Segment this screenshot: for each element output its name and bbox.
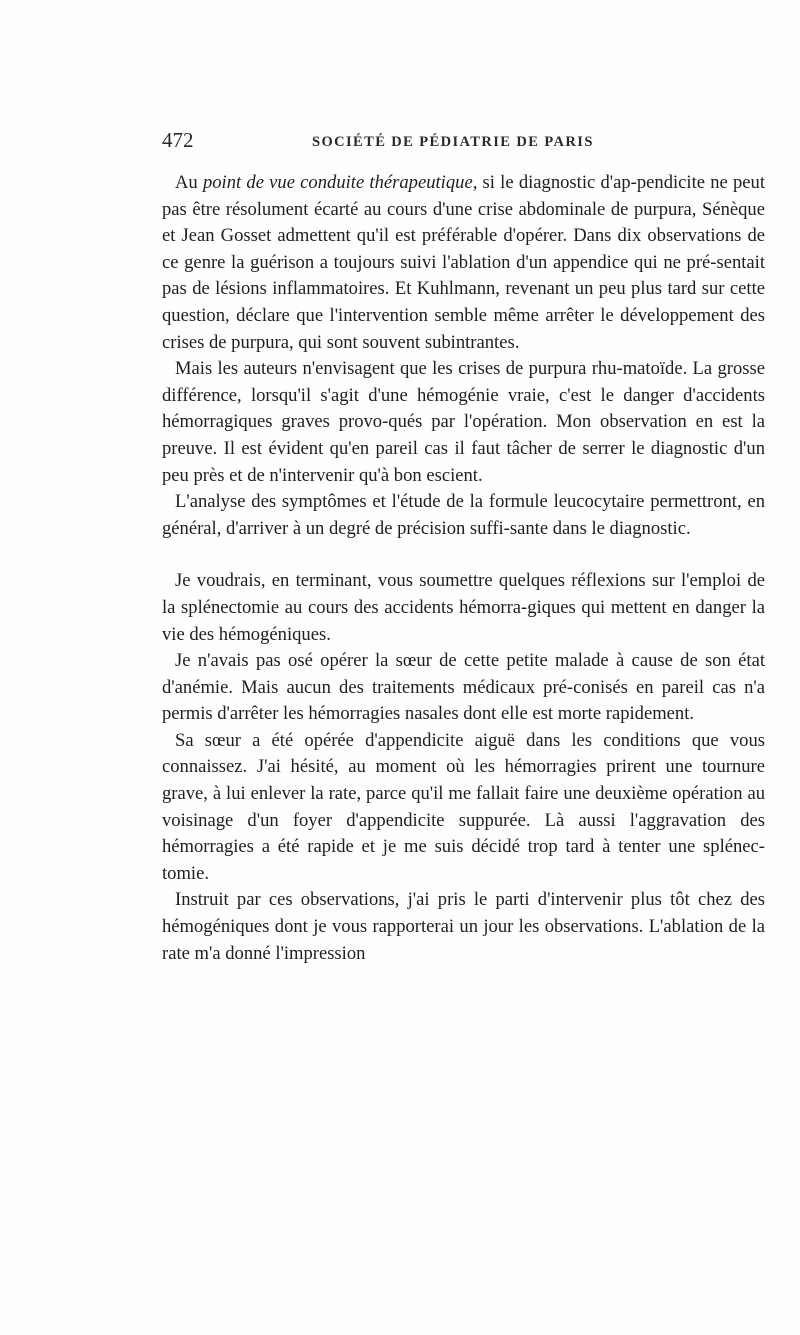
paragraph: Sa sœur a été opérée d'appendicite aiguë dans les conditions que vous connaissez. J'ai hésité, au moment où les hémorragies prirent une tournure grave, à lui enlever la rate, parce qu'il me fallait faire une deuxième opération au voisinage d'un foyer d'appendicite suppurée. Là aussi l'aggravation des hémorragies a été rapide et je me suis décidé trop tard à tenter une splénec-tomie. [162,729,765,884]
paragraph: Mais les auteurs n'envisagent que les crises de purpura rhu-matoïde. La grosse différence, lorsqu'il s'agit d'une hémogénie vraie, c'est le danger d'accidents hémorragiques graves provo-qués par l'opération. Mon observation en est la preuve. Il est évident qu'en pareil cas il faut tâcher de serrer le diagnostic d'un peu près et de n'intervenir qu'à bon escient. [162,358,765,486]
paragraph: Je voudrais, en terminant, vous soumettre quelques réflexions sur l'emploi de la splénectomie au cours des accidents hémorra-giques qui mettent en danger la vie des hémogéniques. [162,570,765,645]
paragraph [162,170,765,356]
italic-phrase: point de vue conduite thérapeutique, [202,172,478,193]
page-number: 472 [162,128,194,152]
paragraph: Je n'avais pas osé opérer la sœur de cette petite malade à cause de son état d'anémie. Mais aucun des traitements médicaux pré-conisés en pareil cas n'a permis d'arrêter les hémorragies nasales dont elle est morte rapidement. [162,650,765,725]
paragraph-rest: si le diagnostic d'ap-pendicite ne peut pas être résolument écarté au cours d'une crise abdominale de purpura, Sénèque et Jean Gosset admettent qu'il est préférable d'opérer. Dans dix observations de ce genre la guérison a toujours suivi l'ablation d'un appendice qui ne pré-sentait pas de lésions inflammatoires. Et Kuhlmann, revenant un peu plus tard sur cette question, déclare que l'intervention semble même arrêter le développement des crises de purpura, qui sont souvent subintrantes. [162,172,765,353]
running-title: SOCIÉTÉ DE PÉDIATRIE DE PARIS [312,134,594,150]
paragraph-lead: Au [175,172,203,193]
page-header [162,128,762,158]
paragraph: Instruit par ces observations, j'ai pris le parti d'intervenir plus tôt chez des hémogéniques dont je vous rapporterai un jour les observations. L'ablation de la rate m'a donné l'impression [162,889,765,964]
paragraph: L'analyse des symptômes et l'étude de la formule leucocytaire permettront, en général, d'arriver à un degré de précision suffi-sante dans le diagnostic. [162,491,765,539]
body-text [162,170,765,967]
